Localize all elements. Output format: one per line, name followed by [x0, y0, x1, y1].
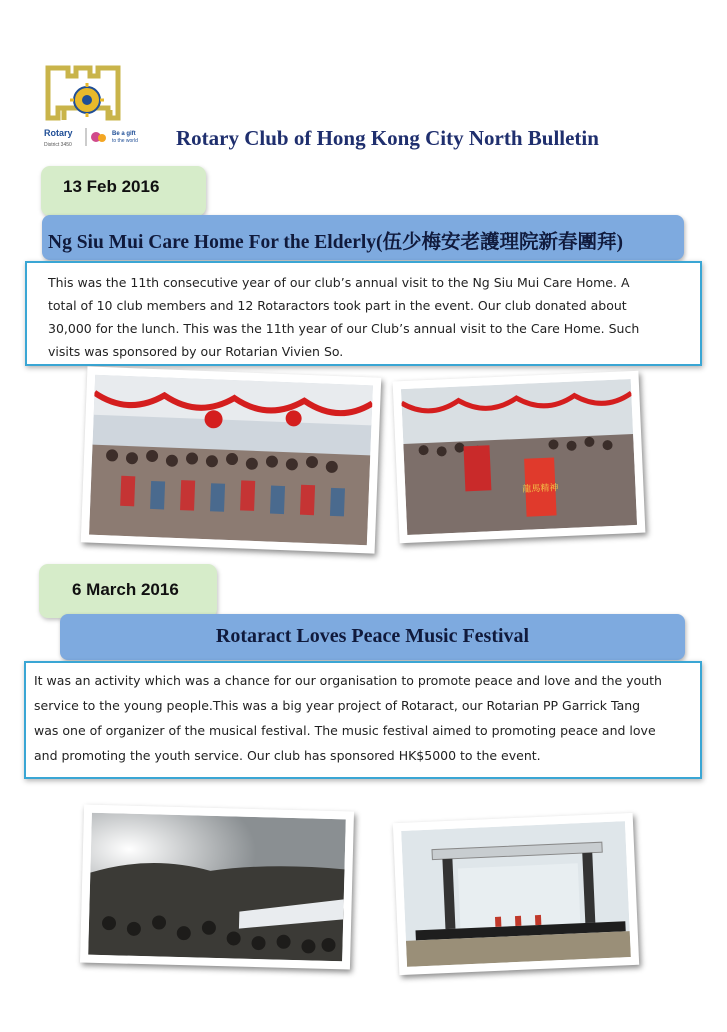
heading-text: Ng Siu Mui Care Home For the Elderly(伍少梅安老護理院新春團拜): [48, 232, 624, 253]
body-line: and promoting the youth service. Our club has sponsored HK$5000 to the event.: [34, 748, 541, 763]
care-home-photo-2: [393, 371, 646, 544]
body-line: service to the young people.This was a big year project of Rotaract, our Rotarian PP Garrick Tang: [34, 698, 641, 713]
svg-text:District 3450: District 3450: [44, 142, 72, 148]
date-label: 6 March 2016: [72, 580, 179, 599]
section-heading-music-festival: [60, 614, 685, 660]
svg-text:Rotary: Rotary: [44, 128, 73, 138]
rotary-logo: [40, 58, 158, 152]
care-home-photo-1: [81, 366, 382, 553]
body-line: total of 10 club members and 12 Rotaractors took part in the event. Our club donated about: [48, 298, 627, 313]
body-line: 30,000 for the lunch. This was the 11th year of our Club’s annual visit to the Care Home. Such: [48, 321, 640, 336]
date-tab-feb: [41, 166, 206, 216]
music-festival-photo-2: [393, 813, 639, 975]
body-line: It was an activity which was a chance for our organisation to promote peace and love and the youth: [34, 673, 662, 688]
bulletin-title: Rotary Club of Hong Kong City North Bulletin: [176, 126, 599, 150]
body-line: visits was sponsored by our Rotarian Vivien So.: [48, 344, 344, 359]
date-tab-march: [39, 564, 217, 618]
section-heading-care-home: [42, 215, 684, 260]
music-festival-photo-1: [80, 804, 354, 969]
heading-text: Rotaract Loves Peace Music Festival: [215, 625, 530, 647]
svg-text:to the world: to the world: [112, 138, 138, 144]
body-line: was one of organizer of the musical festival. The music festival aimed to promoting peace and love: [34, 723, 656, 738]
body-line: This was the 11th consecutive year of our club’s annual visit to the Ng Siu Mui Care Home. A: [48, 275, 630, 290]
rotary-crest-icon: [40, 58, 158, 152]
music-festival-text-box: [24, 661, 702, 779]
photo-sign-text: 龍馬精神: [522, 483, 559, 495]
care-home-text-box: [25, 261, 702, 366]
date-label: 13 Feb 2016: [63, 177, 160, 196]
svg-text:Be a gift: Be a gift: [112, 131, 136, 137]
